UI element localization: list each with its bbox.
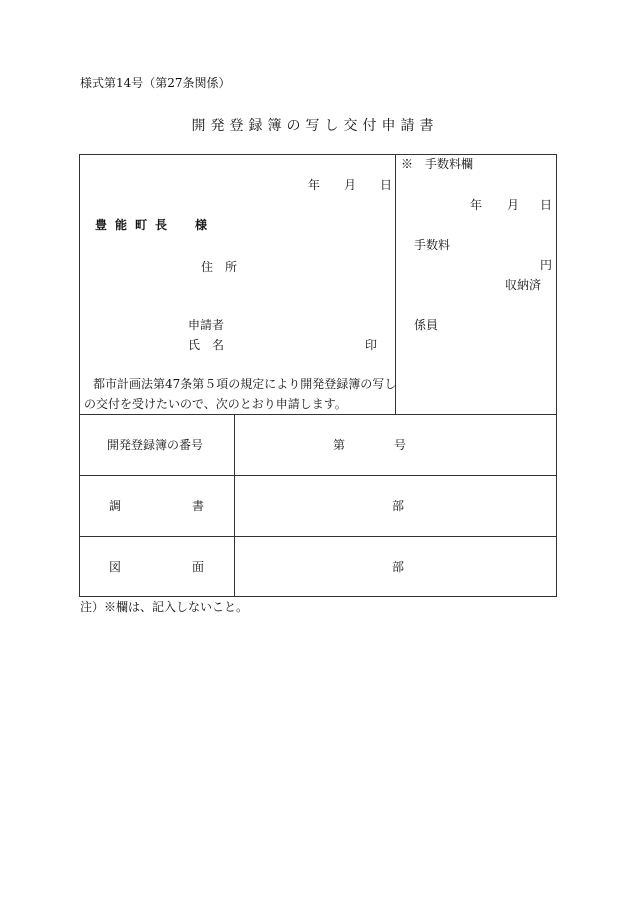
received-label: 収納済 bbox=[505, 278, 542, 292]
form-number: 様式第14号（第27条関係） bbox=[80, 76, 231, 90]
report-label-left: 調 bbox=[109, 499, 122, 513]
date-day-label: 日 bbox=[380, 178, 393, 192]
date-year-label: 年 bbox=[308, 178, 321, 192]
date-month-label: 月 bbox=[344, 178, 357, 192]
address-label: 住 所 bbox=[201, 260, 238, 274]
statement-line-1: 都市計画法第47条第５項の規定により開発登録簿の写し bbox=[93, 377, 397, 391]
fee-date-day: 日 bbox=[540, 198, 553, 212]
fee-column-divider bbox=[395, 154, 396, 414]
statement-line-2: の交付を受けたいので、次のとおり申請します。 bbox=[84, 397, 347, 411]
row-divider bbox=[79, 414, 557, 415]
registry-number-suffix: 号 bbox=[394, 438, 407, 452]
row-divider bbox=[79, 536, 557, 537]
fee-column-title: ※ 手数料欄 bbox=[401, 157, 474, 171]
fee-date-year: 年 bbox=[470, 198, 483, 212]
name-label: 氏 名 bbox=[188, 338, 225, 352]
staff-label: 係員 bbox=[414, 318, 439, 332]
drawing-label-right: 面 bbox=[192, 560, 205, 574]
addressee: 豊能町長 様 bbox=[95, 218, 216, 232]
drawing-copies-unit: 部 bbox=[392, 560, 405, 574]
footnote: 注）※欄は、記入しないこと。 bbox=[80, 600, 249, 614]
row-divider bbox=[79, 475, 557, 476]
report-copies-unit: 部 bbox=[392, 499, 405, 513]
report-label-right: 書 bbox=[192, 499, 205, 513]
document-title: 開発登録簿の写し交付申請書 bbox=[191, 118, 439, 134]
applicant-label: 申請者 bbox=[188, 318, 225, 332]
seal-mark: 印 bbox=[365, 338, 378, 352]
yen-label: 円 bbox=[540, 258, 553, 272]
fee-date-month: 月 bbox=[507, 198, 520, 212]
fee-label: 手数料 bbox=[414, 238, 451, 252]
registry-number-label: 開発登録簿の番号 bbox=[107, 438, 204, 452]
drawing-label-left: 図 bbox=[109, 560, 122, 574]
label-column-divider bbox=[234, 414, 235, 597]
registry-number-prefix: 第 bbox=[333, 438, 346, 452]
